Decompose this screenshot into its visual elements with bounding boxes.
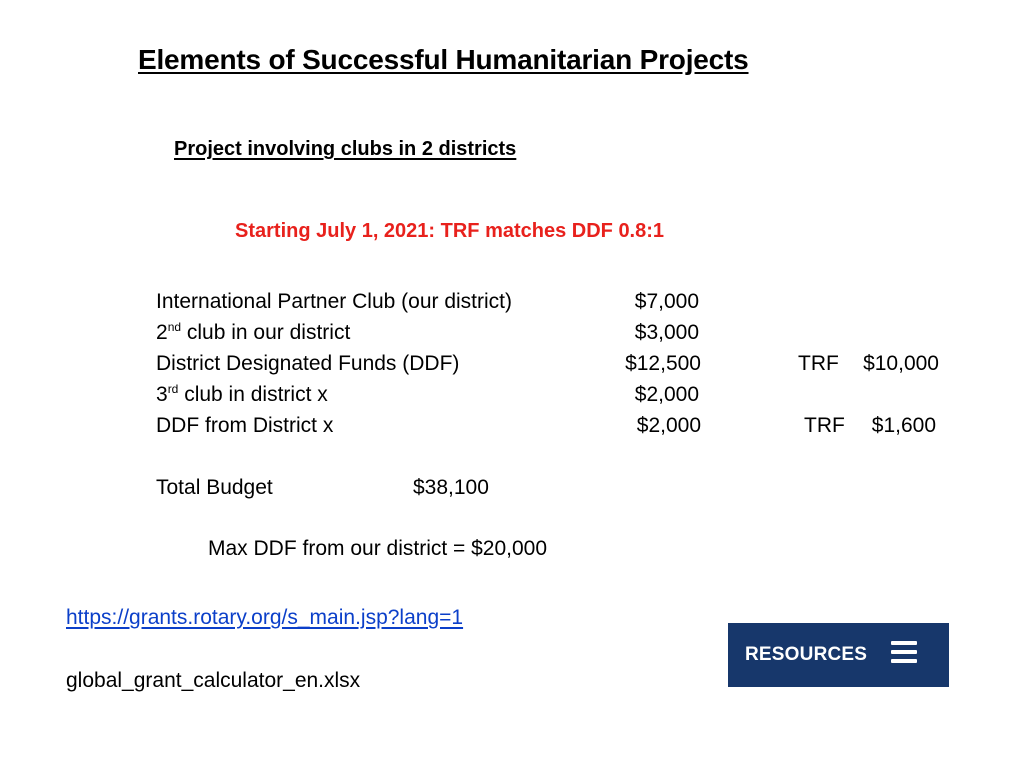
calculator-filename: global_grant_calculator_en.xlsx <box>66 669 361 692</box>
budget-amount: $2,000 <box>634 383 699 406</box>
budget-row <box>156 290 956 320</box>
budget-row <box>156 414 956 444</box>
slide-subtitle: Project involving clubs in 2 districts <box>174 138 517 160</box>
max-ddf-note: Max DDF from our district = $20,000 <box>208 537 548 560</box>
trf-amount: $10,000 <box>863 352 939 375</box>
trf-amount: $1,600 <box>871 414 936 437</box>
ordinal-number: 3 <box>156 383 168 406</box>
budget-amount: $7,000 <box>634 290 699 313</box>
budget-item: DDF from District x <box>156 414 334 437</box>
trf-match-note: Starting July 1, 2021: TRF matches DDF 0.8:1 <box>235 220 665 242</box>
total-budget-value: $38,100 <box>413 476 489 499</box>
budget-amount: $2,000 <box>636 414 701 437</box>
budget-amount: $3,000 <box>634 321 699 344</box>
trf-label: TRF <box>798 352 839 375</box>
budget-item-text: club in our district <box>181 321 351 344</box>
slide-title: Elements of Successful Humanitarian Projects <box>138 44 749 75</box>
ordinal-number: 2 <box>156 321 168 344</box>
total-budget-label: Total Budget <box>156 476 273 499</box>
ordinal-suffix: nd <box>167 320 182 334</box>
ordinal-suffix: rd <box>167 382 179 396</box>
grants-portal-link[interactable]: https://grants.rotary.org/s_main.jsp?lang=1 <box>66 606 464 629</box>
budget-item <box>156 321 350 345</box>
budget-row <box>156 321 956 351</box>
resources-button[interactable] <box>728 623 949 687</box>
resources-label: RESOURCES <box>745 644 868 665</box>
budget-item-text: club in district x <box>178 383 328 406</box>
budget-item: District Designated Funds (DDF) <box>156 352 460 375</box>
budget-item <box>156 383 328 407</box>
budget-row <box>156 383 956 413</box>
trf-label: TRF <box>804 414 845 437</box>
hamburger-menu-icon <box>891 641 917 663</box>
budget-row <box>156 352 956 382</box>
budget-amount: $12,500 <box>625 352 701 375</box>
budget-item: International Partner Club (our district) <box>156 290 512 313</box>
